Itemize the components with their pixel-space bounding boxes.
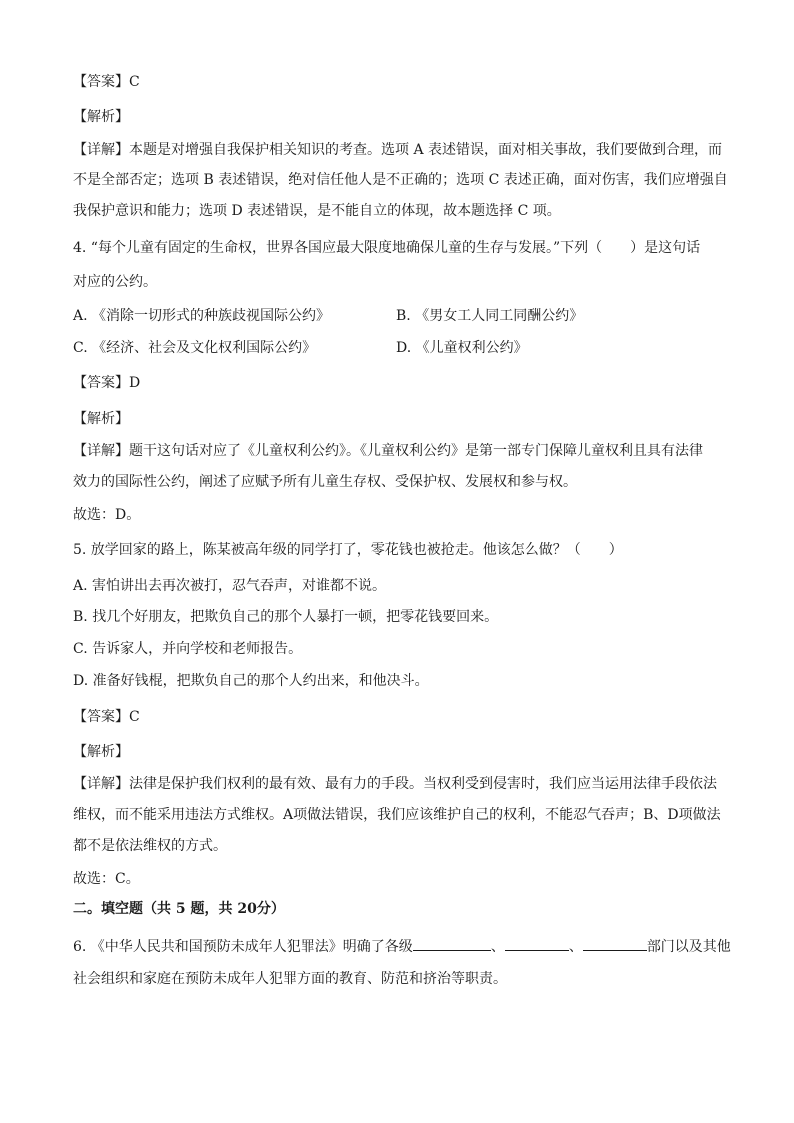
q6-separator-2: 、	[568, 939, 583, 955]
section-2-title: 二。填空题（共 5 题，共 20分）	[73, 901, 285, 917]
q5-detail-line-1: 【详解】法律是保护我们权利的最有效、最有力的手段。当权利受到侵害时，我们应当运用法律手段依法	[73, 776, 717, 792]
q3-answer: 【答案】C	[73, 74, 140, 90]
q6-blank-1	[413, 936, 491, 951]
q6-blank-3	[583, 936, 647, 951]
q5-stem: 5. 放学回家的路上，陈某被高年级的同学打了，零花钱也被抢走。他该怎么做？（ ）	[73, 542, 623, 558]
q4-analysis-heading: 【解析】	[73, 411, 129, 427]
q5-analysis-heading: 【解析】	[73, 744, 129, 760]
q4-answer: 【答案】D	[73, 375, 141, 391]
q6-line-2: 社会组织和家庭在预防未成年人犯罪方面的教育、防范和挤治等职责。	[73, 971, 507, 987]
q6-suffix: 部门以及其他	[646, 939, 731, 955]
q5-answer: 【答案】C	[73, 709, 140, 725]
q6-prefix: 6. 《中华人民共和国预防未成年人犯罪法》明确了各级	[73, 939, 413, 955]
q4-option-b: B. 《男女工人同工同酬公约》	[396, 308, 584, 324]
q4-detail-line-1: 【详解】题干这句话对应了《儿童权利公约》。《儿童权利公约》是第一部专门保障儿童权利且具有法律	[73, 443, 703, 459]
q5-option-a: A. 害怕讲出去再次被打，忍气吞声，对谁都不说。	[73, 578, 387, 594]
q4-stem-line-2: 对应的公约。	[73, 274, 157, 290]
q3-detail-line-3: 我保护意识和能力；选项 D 表述错误，是不能自立的体现，故本题选择 C 项。	[73, 203, 561, 219]
q4-conclusion: 故选：D。	[73, 507, 141, 523]
q3-detail-line-1: 【详解】本题是对增强自我保护相关知识的考查。选项 A 表述错误，面对相关事故，我们要做到合理，而	[73, 142, 723, 158]
q4-stem-line-1: 4. “每个儿童有固定的生命权，世界各国应最大限度地确保儿童的生存与发展。”下列（ ）是这句话	[73, 240, 701, 256]
q5-option-b: B. 找几个好朋友，把欺负自己的那个人暴打一顿，把零花钱要回来。	[73, 609, 499, 625]
q4-option-a: A. 《消除一切形式的种族歧视国际公约》	[73, 308, 331, 324]
q6-line-1	[73, 936, 731, 957]
q6-separator-1: 、	[490, 939, 505, 955]
q6-blank-2	[505, 936, 569, 951]
q5-detail-line-2: 维权，而不能采用违法方式维权。A项做法错误，我们应该维护自己的权利，不能忍气吞声；B、D项做法	[73, 807, 721, 823]
q5-option-c: C. 告诉家人，并向学校和老师报告。	[73, 641, 303, 657]
q4-detail-line-2: 效力的国际性公约，阐述了应赋予所有儿童生存权、受保护权、发展权和参与权。	[73, 474, 577, 490]
q5-detail-line-3: 都不是依法维权的方式。	[73, 838, 227, 854]
q4-option-d: D. 《儿童权利公约》	[396, 340, 528, 356]
q4-option-c: C. 《经济、社会及文化权利国际公约》	[73, 340, 317, 356]
q3-analysis-heading: 【解析】	[73, 109, 129, 125]
q5-conclusion: 故选：C。	[73, 871, 140, 887]
q5-option-d: D. 准备好钱棍，把欺负自己的那个人约出来，和他决斗。	[73, 673, 429, 689]
q3-detail-line-2: 不是全部否定；选项 B 表述错误，绝对信任他人是不正确的；选项 C 表述正确，面对伤害，我们应增强自	[73, 172, 728, 188]
